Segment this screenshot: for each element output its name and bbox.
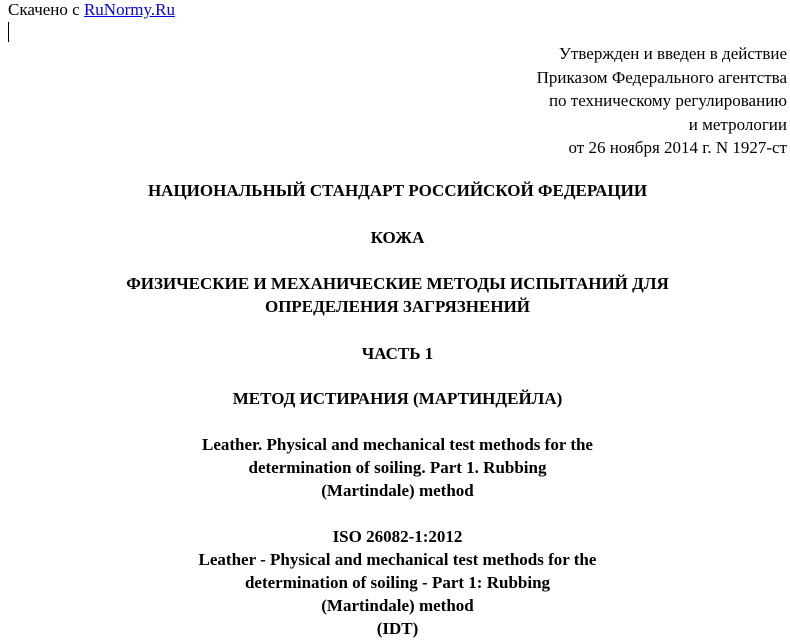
- approval-line: Утвержден и введен в действие: [558, 44, 787, 63]
- approval-line: по техническому регулированию: [548, 91, 787, 110]
- approval-line: и метрологии: [688, 114, 787, 134]
- iso-title-line: Leather - Physical and mechanical test methods for the: [198, 550, 597, 569]
- english-title: [0, 433, 790, 502]
- english-title-line: determination of soiling. Part 1. Rubbing: [248, 458, 547, 477]
- document-title: [0, 272, 790, 318]
- text-cursor: [8, 22, 9, 42]
- standard-type-heading: НАЦИОНАЛЬНЫЙ СТАНДАРТ РОССИЙСКОЙ ФЕДЕРАЦИИ: [147, 181, 648, 200]
- approval-block: [537, 42, 787, 160]
- approval-line: от 26 ноября 2014 г. N 1927-ст: [568, 138, 787, 157]
- english-title-line: (Martindale) method: [321, 481, 474, 500]
- equivalence-marker: (IDT): [376, 619, 419, 638]
- subject-heading: КОЖА: [370, 228, 425, 247]
- iso-reference: ISO 26082-1:2012: [332, 527, 463, 546]
- method-heading: МЕТОД ИСТИРАНИЯ (МАРТИНДЕЙЛА): [232, 389, 563, 408]
- document-title-line: ОПРЕДЕЛЕНИЯ ЗАГРЯЗНЕНИЙ: [264, 297, 531, 316]
- english-title-line: Leather. Physical and mechanical test methods for the: [202, 435, 593, 454]
- download-source-line: [8, 0, 175, 20]
- document-title-line: ФИЗИЧЕСКИЕ И МЕХАНИЧЕСКИЕ МЕТОДЫ ИСПЫТАНИЙ ДЛЯ: [126, 274, 669, 293]
- download-prefix: Скачено с: [8, 0, 80, 19]
- iso-title-line: determination of soiling - Part 1: Rubbing: [244, 573, 551, 592]
- iso-title-line: (Martindale) method: [321, 596, 474, 615]
- iso-block: [0, 525, 790, 640]
- approval-line: Приказом Федерального агентства: [536, 67, 787, 87]
- runormy-link[interactable]: RuNormy.Ru: [83, 0, 175, 19]
- part-heading: ЧАСТЬ 1: [361, 344, 434, 363]
